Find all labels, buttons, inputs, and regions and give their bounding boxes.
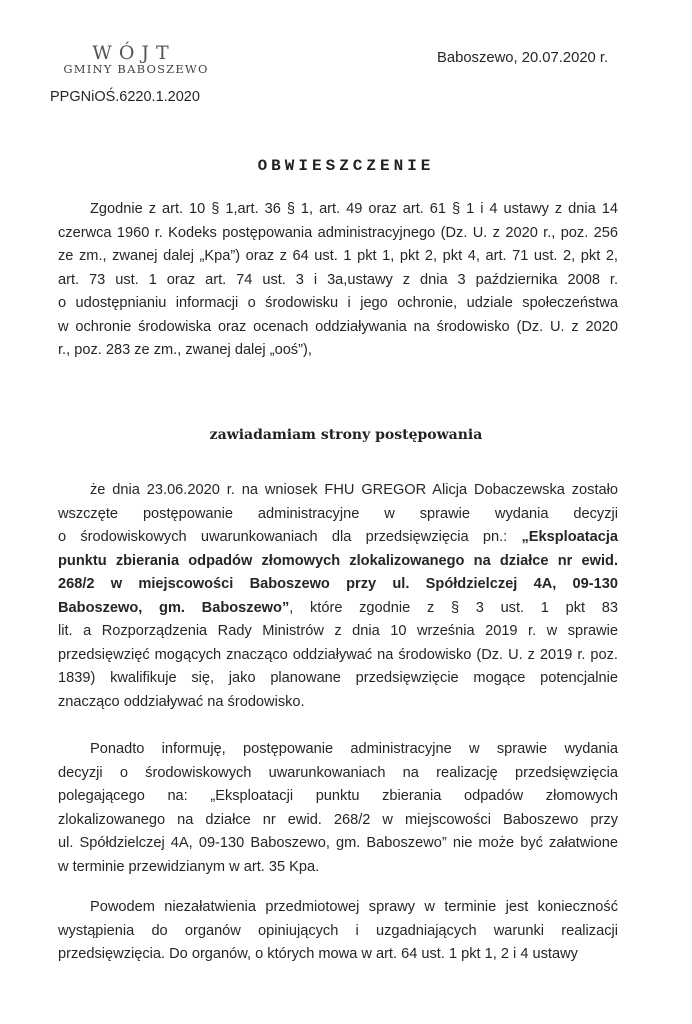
text-line: Powodem niezałatwienia przedmiotowej sprawy w terminie jest konieczność [90, 899, 618, 915]
text-line [58, 691, 618, 715]
text-line: w ochronie środowiska oraz ocenach oddziaływania na środowisko (Dz. U. z 2020 [58, 318, 618, 335]
paragraph-delay-notice [58, 738, 618, 879]
text-line [58, 620, 618, 644]
text-line: polegającego na: „Eksploatacji punktu zbierania odpadów złomowych [58, 788, 618, 804]
place-and-date: Baboszewo, 20.07.2020 r. [437, 50, 609, 66]
text-line: Ponadto informuję, postępowanie administracyjne w sprawie wydania [90, 741, 618, 757]
text-line: zlokalizowanego na działce nr ewid. 268/2 w miejscowości Baboszewo przy [58, 811, 618, 828]
bold-text: Baboszewo, gm. Baboszewo” [58, 599, 290, 616]
text-segment: , które zgodnie z § 3 ust. 1 pkt 83 [289, 599, 618, 616]
text-segment: znacząco oddziaływać na środowisko. [58, 693, 305, 710]
text-line [58, 644, 618, 668]
bold-text: punktu zbierania odpadów złomowych zlokalizowanego na działce nr ewid. [58, 552, 618, 569]
text-line: przedsięwzięcia. Do organów, o których mowa w art. 64 ust. 1 pkt 1, 2 i 4 ustawy [58, 946, 578, 962]
bold-text: 268/2 w miejscowości Baboszewo przy ul. Spółdzielczej 4A, 09-130 [58, 576, 618, 592]
text-segment: przedsięwzięć mogących znacząco oddziaływać na środowisko (Dz. U. z 2019 r. poz. [58, 646, 618, 663]
text-line: w terminie przewidzianym w art. 35 Kpa. [58, 858, 320, 875]
bold-text: „Eksploatacja [521, 529, 618, 545]
text-line: czerwca 1960 r. Kodeks postępowania administracyjnego (Dz. U. z 2020 r., poz. 256 [58, 224, 618, 241]
text-line: decyzji o środowiskowych uwarunkowaniach na realizację przedsięwzięcia [58, 764, 618, 781]
text-line [58, 526, 618, 550]
text-segment: lit. a Rozporządzenia Rady Ministrów z dnia 10 września 2019 r. w sprawie [58, 623, 618, 639]
subheading: zawiadamiam strony postępowania [209, 427, 483, 443]
stamp-title: WÓJT [92, 42, 176, 64]
text-line: ul. Spółdzielczej 4A, 09-130 Baboszewo, gm. Baboszewo” nie może być załatwione [58, 835, 618, 851]
reference-number: PPGNiOŚ.6220.1.2020 [50, 89, 200, 105]
paragraph-reason [58, 896, 618, 967]
intro-paragraph [58, 198, 618, 363]
text-line: wystąpienia do organów opiniujących i uzgadniających warunki realizacji [58, 922, 618, 939]
text-segment: 1839) kwalifikuje się, jako planowane przedsięwzięcie mogące potencjalnie [58, 670, 618, 686]
text-line: Zgodnie z art. 10 § 1,art. 36 § 1, art. 49 oraz art. 61 § 1 i 4 ustawy z dnia 14 [90, 201, 618, 217]
text-segment: że dnia 23.06.2020 r. na wniosek FHU GREGOR Alicja Dobaczewska zostało [90, 482, 618, 498]
text-line [58, 597, 618, 621]
text-line [58, 550, 618, 574]
text-line [58, 667, 618, 691]
text-segment: wszczęte postępowanie administracyjne w sprawie wydania decyzji [58, 505, 618, 522]
text-line [58, 503, 618, 527]
text-segment: o środowiskowych uwarunkowaniach dla przedsięwzięcia pn.: [58, 529, 522, 545]
wojt-stamp [56, 42, 216, 76]
text-line: r., poz. 283 ze zm., zwanej dalej „ooś”), [58, 342, 312, 358]
document-title: OBWIESZCZENIE [257, 157, 435, 175]
text-line: art. 73 ust. 1 oraz art. 74 ust. 3 i 3a,ustawy z dnia 3 października 2008 r. [58, 271, 618, 288]
text-line: o udostępnianiu informacji o środowisku i jego ochronie, udziale społeczeństwa [58, 295, 618, 311]
text-line [58, 479, 618, 503]
paragraph-proceedings-initiated [58, 479, 618, 714]
stamp-subtitle: GMINY BABOSZEWO [63, 62, 209, 76]
text-line: ze zm., zwanej dalej „Kpa”) oraz z 64 ust. 1 pkt 1, pkt 2, pkt 4, art. 71 ust. 2, pkt 2, [58, 248, 618, 264]
text-line [58, 573, 618, 597]
